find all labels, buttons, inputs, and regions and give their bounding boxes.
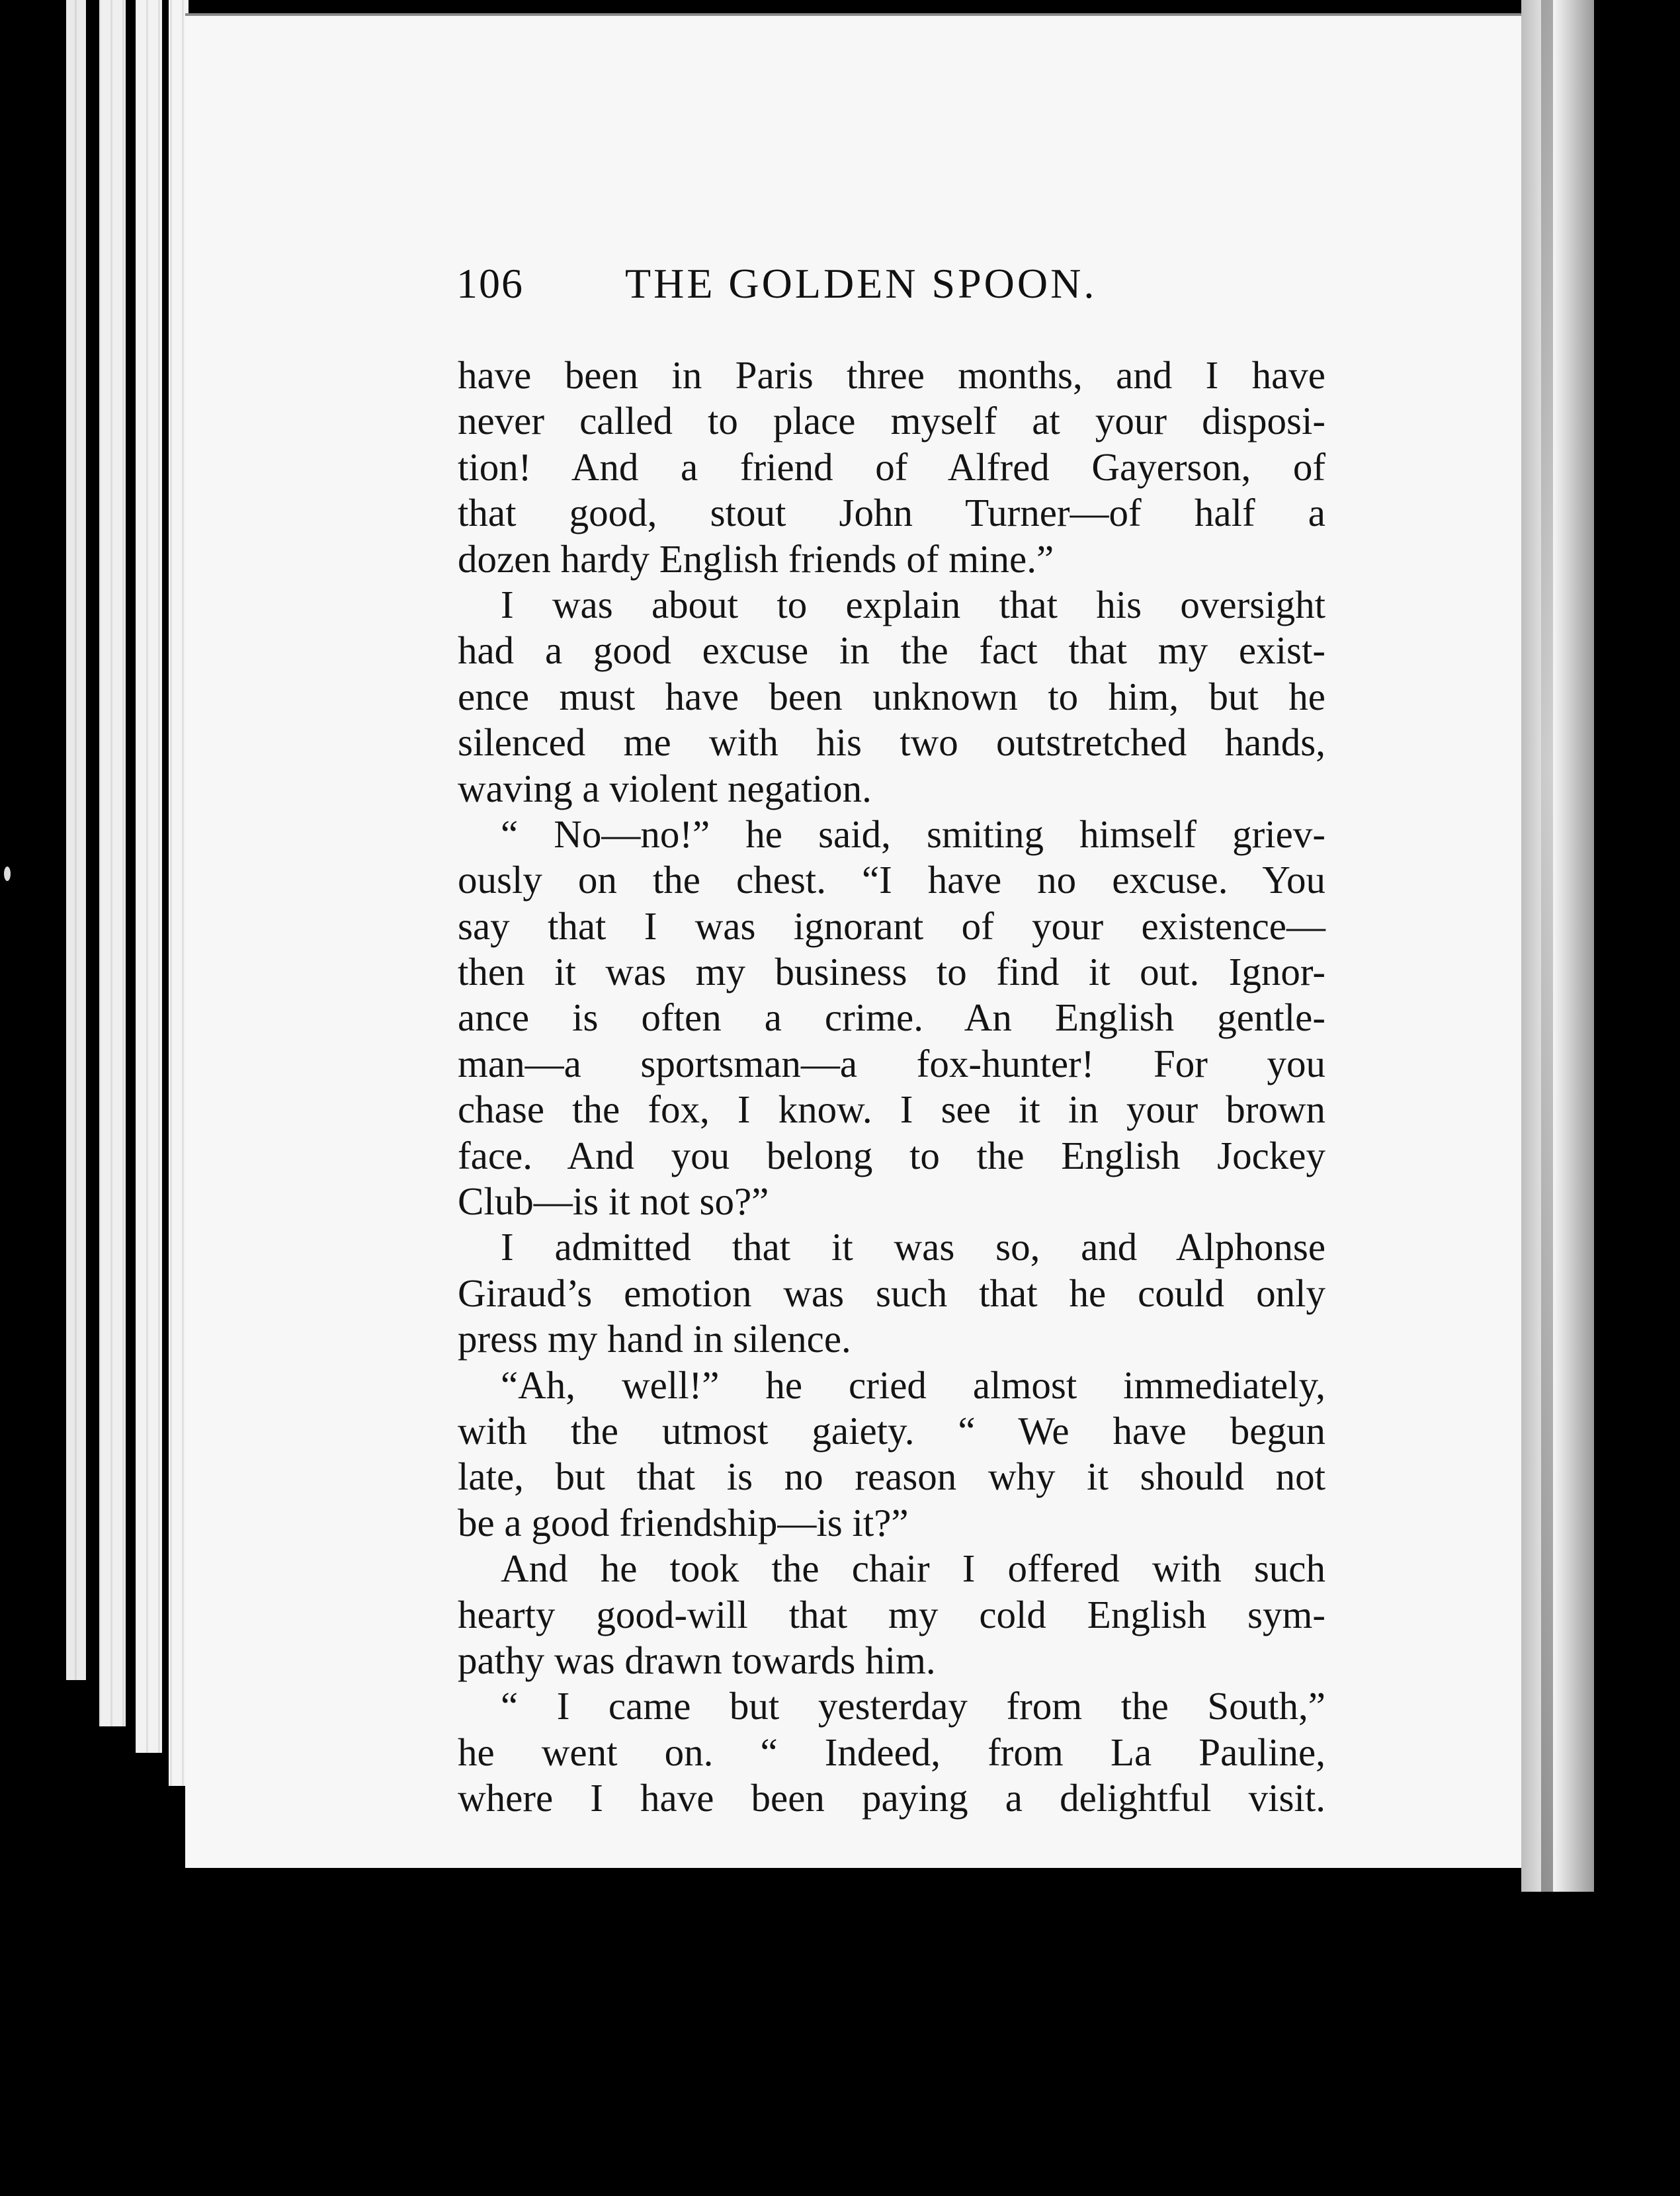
page-edge-shading	[63, 0, 195, 1799]
text-line: I was about to explain that his oversight	[501, 582, 1325, 626]
text-line: ously on the chest. “I have no excuse. You	[458, 858, 1325, 902]
text-line: hearty good-will that my cold English sym-	[458, 1592, 1325, 1636]
text-line: then it was my business to find it out. Ignor-	[458, 950, 1325, 994]
text-line: “ I came but yesterday from the South,”	[501, 1684, 1325, 1728]
bottom-margin-dark	[0, 1892, 1680, 2196]
text-line: man—a sportsman—a fox-hunter! For you	[458, 1041, 1325, 1085]
text-line: I admitted that it was so, and Alphonse	[501, 1225, 1325, 1269]
gutter-shadow	[1541, 0, 1553, 1918]
text-line: waving a violent negation.	[458, 766, 872, 810]
text-line: Giraud’s emotion was such that he could only	[458, 1271, 1325, 1315]
text-line: “Ah, well!” he cried almost immediately,	[501, 1363, 1325, 1407]
text-line: late, but that is no reason why it should not	[458, 1455, 1325, 1499]
text-line: press my hand in silence.	[458, 1317, 851, 1361]
text-line: be a good friendship—is it?”	[458, 1500, 909, 1544]
text-line: tion! And a friend of Alfred Gayerson, of	[458, 444, 1325, 489]
text-line: chase the fox, I know. I see it in your brown	[458, 1087, 1325, 1132]
text-line: ance is often a crime. An English gentle-	[458, 995, 1325, 1040]
text-line: he went on. “ Indeed, from La Pauline,	[458, 1730, 1325, 1774]
text-line: ence must have been unknown to him, but he	[458, 674, 1325, 718]
text-line: pathy was drawn towards him.	[458, 1638, 936, 1682]
scan-speck	[4, 866, 11, 881]
text-line: with the utmost gaiety. “ We have begun	[458, 1408, 1325, 1453]
text-line: silenced me with his two outstretched hands,	[458, 720, 1325, 765]
text-line: never called to place myself at your disposi-	[458, 399, 1325, 443]
right-margin-dark	[1594, 0, 1680, 2196]
page-number: 106	[456, 260, 524, 307]
running-title: THE GOLDEN SPOON.	[625, 260, 1097, 307]
book-gutter	[1521, 0, 1594, 1918]
text-line: have been in Paris three months, and I have	[458, 353, 1325, 397]
text-line: dozen hardy English friends of mine.”	[458, 536, 1054, 581]
text-line: say that I was ignorant of your existence—	[458, 904, 1325, 948]
body-text	[458, 353, 1325, 1822]
running-header	[456, 259, 1329, 312]
text-line: Club—is it not so?”	[458, 1179, 769, 1224]
text-line: had a good excuse in the fact that my exist-	[458, 628, 1325, 673]
text-line: “ No—no!” he said, smiting himself griev-	[501, 812, 1325, 856]
text-line: where I have been paying a delightful visit.	[458, 1776, 1325, 1820]
text-line: And he took the chair I offered with such	[501, 1546, 1325, 1591]
text-line: face. And you belong to the English Jockey	[458, 1133, 1325, 1177]
text-line: that good, stout John Turner—of half a	[458, 491, 1325, 535]
